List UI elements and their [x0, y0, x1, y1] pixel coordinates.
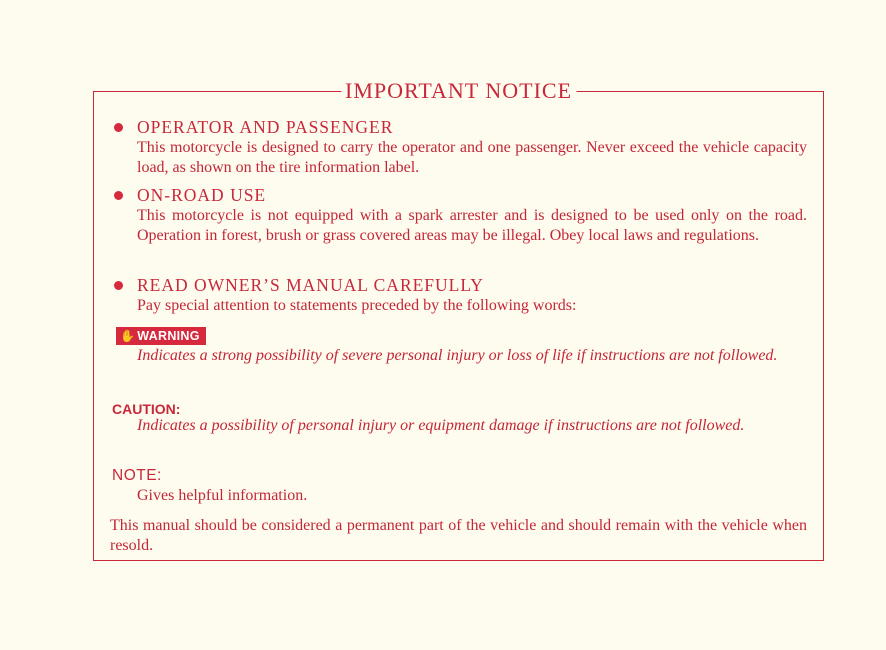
caution-label: CAUTION: — [112, 401, 181, 417]
hand-icon: ✋ — [120, 329, 136, 343]
warning-text: Indicates a strong possibility of severe personal injury or loss of life if instructions are not followed. — [137, 347, 778, 364]
bullet-icon — [114, 281, 123, 290]
notice-title: IMPORTANT NOTICE — [341, 77, 576, 105]
bullet-icon — [114, 123, 123, 132]
note-text: Gives helpful information. — [137, 487, 308, 504]
section-heading: READ OWNER’S MANUAL CAREFULLY — [137, 275, 484, 295]
caution-text: Indicates a possibility of personal injury or equipment damage if instructions are not followed. — [137, 417, 745, 434]
bullet-icon — [114, 191, 123, 200]
section-body: This motorcycle is not equipped with a spark arrester and is designed to be used only on the road. Operation in forest, brush or grass covered areas may be illegal. Obey local laws and regulations. — [137, 207, 807, 244]
warning-label: WARNING — [137, 329, 200, 343]
section-body: This motorcycle is designed to carry the operator and one passenger. Never exceed the vehicle capacity load, as shown on the tire information label. — [137, 139, 807, 176]
section-heading: ON-ROAD USE — [137, 185, 267, 205]
section-body: Pay special attention to statements preceded by the following words: — [137, 297, 577, 314]
important-notice-box — [93, 78, 824, 561]
warning-badge — [116, 327, 206, 345]
section-heading: OPERATOR AND PASSENGER — [137, 117, 394, 137]
note-label: NOTE: — [112, 467, 162, 484]
footer-text: This manual should be considered a permanent part of the vehicle and should remain with the vehicle when resold. — [110, 517, 807, 554]
